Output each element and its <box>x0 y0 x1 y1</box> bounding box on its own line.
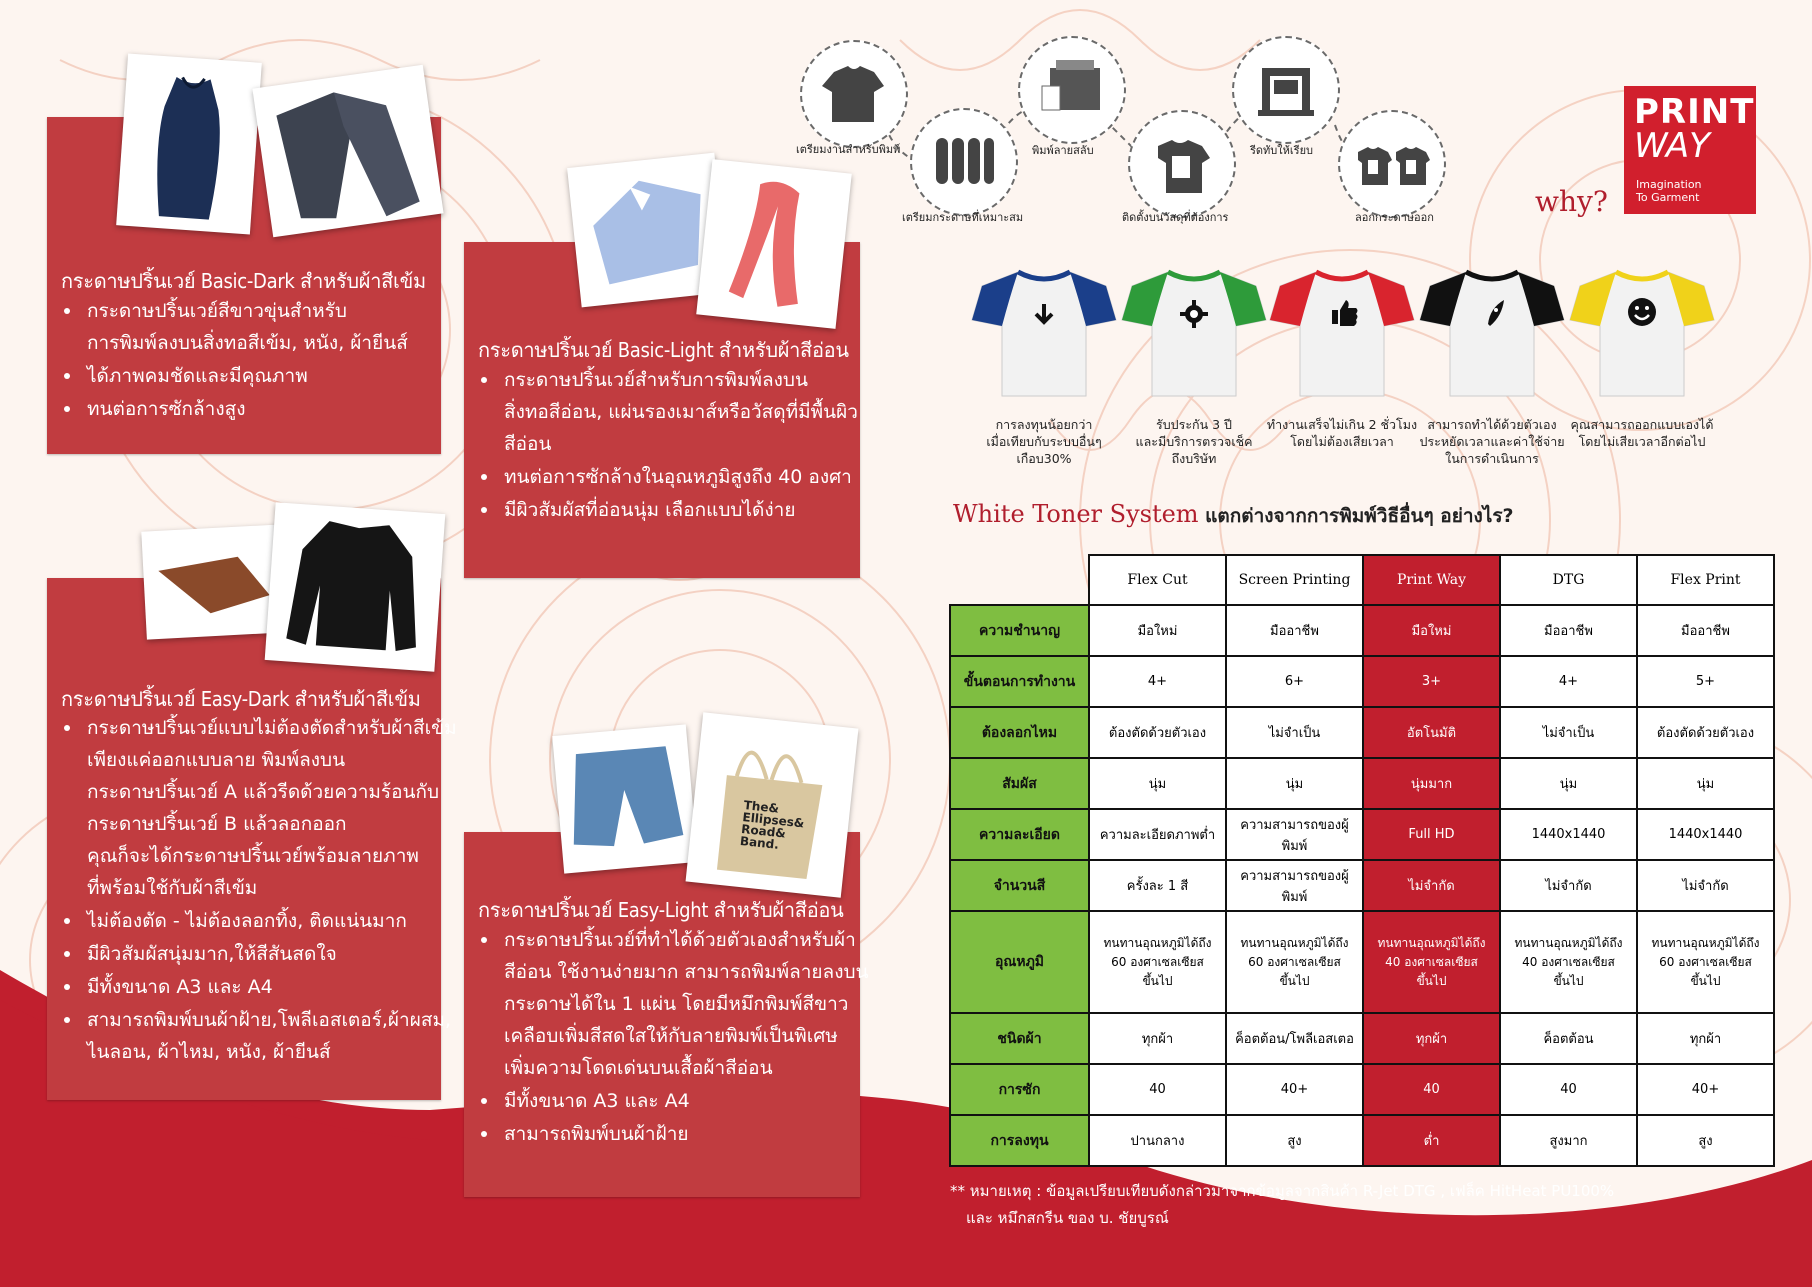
card-easy-light-list <box>474 923 876 1150</box>
table-cell: 1440x1440 <box>1637 809 1774 860</box>
card-basic-light-item: • ทนต่อการซักล้างในอุณหภูมิสูงถึง 40 องศา <box>500 460 870 493</box>
process-step-6-label: ลอกกระดาษออก <box>1355 211 1434 224</box>
table-header-row <box>950 555 1774 605</box>
photo-jeans <box>252 65 443 237</box>
benefit-caption-line: รับประกัน 3 ปี <box>1156 417 1232 432</box>
benefit-caption-line: โดยไม่เสียเวลาอีกต่อไป <box>1578 434 1706 449</box>
card-easy-light-item: • มีทั้งขนาด A3 และ A4 <box>500 1084 876 1117</box>
process-step-6 <box>1338 110 1446 218</box>
table-cell-highlight: ไม่จำกัด <box>1363 860 1500 911</box>
row-header: ความละเอียด <box>950 809 1089 860</box>
benefit-caption-line: การลงทุนน้อยกว่า <box>995 417 1093 432</box>
smiley-icon <box>1628 298 1656 326</box>
shirt-transfer-icon <box>1130 112 1234 216</box>
tshirt-icon <box>802 42 906 146</box>
table-cell: มืออาชีพ <box>1500 605 1637 656</box>
table-cell: นุ่ม <box>1089 758 1226 809</box>
table-row <box>950 1064 1774 1115</box>
process-step-4 <box>1128 110 1236 218</box>
raglan-tshirt-icon <box>1418 252 1566 402</box>
benefit-caption <box>1412 416 1572 467</box>
column-header: DTG <box>1500 555 1637 605</box>
black-shirt-icon <box>265 502 446 671</box>
table-cell: ปานกลาง <box>1089 1115 1226 1166</box>
table-cell: 1440x1440 <box>1500 809 1637 860</box>
logo-tagline-1: Imagination <box>1636 178 1702 191</box>
shorts-icon <box>552 724 698 873</box>
card-easy-dark-item: • สามารถพิมพ์บนผ้าฝ้าย,โพลีเอสเตอร์,ผ้าผสม, ไนลอน, ผ้าไหม, หนัง, ผ้ายีนส์ <box>83 1003 463 1068</box>
row-header: ขั้นตอนการทำงาน <box>950 656 1089 707</box>
table-cell: นุ่ม <box>1226 758 1363 809</box>
process-step-2 <box>910 108 1018 216</box>
footnote-line-1: ** หมายเหตุ : ข้อมูลเปรียบเทียบดังกล่าวมาจากข้อมูลจากสินค้า R-Jet DTG , เฟล็ค HitHeat PU100% <box>950 1182 1615 1200</box>
process-step-3-label: พิมพ์ลายสลับ <box>1032 144 1094 157</box>
card-easy-dark-list <box>57 711 463 1068</box>
table-cell: ทุกผ้า <box>1089 1013 1226 1064</box>
column-header: Screen Printing <box>1226 555 1363 605</box>
photo-blue-top <box>116 54 262 235</box>
printer-icon <box>1020 38 1124 142</box>
blouse-icon <box>116 54 262 235</box>
card-basic-dark-list <box>57 294 453 425</box>
benefit-caption-line: คุณสามารถออกแบบเองได้ <box>1570 417 1714 432</box>
table-corner <box>950 555 1089 605</box>
card-easy-dark-item: • มีทั้งขนาด A3 และ A4 <box>83 970 463 1003</box>
comparison-heading <box>953 500 1514 531</box>
process-step-3 <box>1018 36 1126 144</box>
logo-print: PRINT <box>1634 92 1755 132</box>
table-cell: นุ่ม <box>1500 758 1637 809</box>
table-cell: ต้องตัดด้วยตัวเอง <box>1089 707 1226 758</box>
table-cell: ทุกผ้า <box>1637 1013 1774 1064</box>
process-step-4-label: ติดตั้งบนวัสดุที่ต้องการ <box>1122 211 1229 224</box>
card-basic-dark-title: กระดาษปริ้นเวย์ Basic-Dark สำหรับผ้าสีเข้ม <box>61 269 426 293</box>
benefit-caption-line: โดยไม่ต้องเสียเวลา <box>1290 434 1394 449</box>
row-header: ความชำนาญ <box>950 605 1089 656</box>
process-step-5-label: รีดทับให้เรียบ <box>1250 144 1314 157</box>
table-row <box>950 911 1774 1013</box>
benefit-shirt <box>1568 252 1716 402</box>
table-cell-highlight: มือใหม่ <box>1363 605 1500 656</box>
table-cell: ความสามารถของผู้พิมพ์ <box>1226 809 1363 860</box>
table-cell: 6+ <box>1226 656 1363 707</box>
benefit-caption <box>1114 416 1274 467</box>
card-basic-dark-item: • ได้ภาพคมชัดและมีคุณภาพ <box>83 359 453 392</box>
table-cell: 40 <box>1500 1064 1637 1115</box>
card-easy-dark-title: กระดาษปริ้นเวย์ Easy-Dark สำหรับผ้าสีเข้ม <box>61 687 421 711</box>
card-basic-light-item: • กระดาษปริ้นเวย์สำหรับการพิมพ์ลงบน สิ่งทอสีอ่อน, แผ่นรองเมาส์หรือวัสดุที่มีพื้นผิว สีอ่อน <box>500 363 870 460</box>
logo-way: WAY <box>1634 126 1710 166</box>
printway-logo <box>1624 86 1756 214</box>
table-cell: ทนทานอุณหภูมิได้ถึง 60 องศาเซลเซียส ขึ้นไป <box>1637 911 1774 1013</box>
process-step-1 <box>800 40 908 148</box>
column-header: Flex Print <box>1637 555 1774 605</box>
benefit-caption-line: ถึงบริษัท <box>1171 451 1217 466</box>
card-basic-light-item: • มีผิวสัมผัสที่อ่อนนุ่ม เลือกแบบได้ง่าย <box>500 493 870 526</box>
table-cell: ทนทานอุณหภูมิได้ถึง 60 องศาเซลเซียส ขึ้นไป <box>1089 911 1226 1013</box>
jeans-icon <box>252 65 443 237</box>
benefit-caption <box>1562 416 1722 450</box>
table-row <box>950 707 1774 758</box>
table-cell-highlight: ต่ำ <box>1363 1115 1500 1166</box>
table-cell: นุ่ม <box>1637 758 1774 809</box>
benefit-shirt <box>1120 252 1268 402</box>
footnote-line-2: และ หมึกสกรีน ของ บ. ชัยบูรณ์ <box>966 1209 1169 1227</box>
row-header: จำนวนสี <box>950 860 1089 911</box>
table-cell-highlight: 3+ <box>1363 656 1500 707</box>
table-cell: มือใหม่ <box>1089 605 1226 656</box>
table-cell: ความละเอียดภาพต่ำ <box>1089 809 1226 860</box>
table-cell: 4+ <box>1500 656 1637 707</box>
row-header: การลงทุน <box>950 1115 1089 1166</box>
table-cell-highlight: อัตโนมัติ <box>1363 707 1500 758</box>
benefit-shirt <box>1268 252 1416 402</box>
table-cell: 40 <box>1089 1064 1226 1115</box>
benefit-caption-line: สามารถทำได้ด้วยตัวเอง <box>1427 417 1557 432</box>
table-cell: ทนทานอุณหภูมิได้ถึง 60 องศาเซลเซียส ขึ้นไป <box>1226 911 1363 1013</box>
table-cell: 4+ <box>1089 656 1226 707</box>
card-easy-dark-item: • ไม่ต้องตัด - ไม่ต้องลอกทิ้ง, ติดแน่นมาก <box>83 904 463 937</box>
table-cell: ไม่จำกัด <box>1500 860 1637 911</box>
column-header: Flex Cut <box>1089 555 1226 605</box>
card-basic-light-list <box>474 363 870 526</box>
benefit-caption-line: ประหยัดเวลาและค่าใช้จ่าย <box>1419 434 1565 449</box>
table-row <box>950 809 1774 860</box>
table-body <box>950 605 1774 1166</box>
table-row <box>950 656 1774 707</box>
table-cell: สูง <box>1226 1115 1363 1166</box>
card-basic-dark-item: • กระดาษปริ้นเวย์สีขาวขุ่นสำหรับ การพิมพ์ลงบนสิ่งทอสีเข้ม, หนัง, ผ้ายีนส์ <box>83 294 453 359</box>
benefit-caption-line: เกือบ30% <box>1016 451 1072 466</box>
table-row <box>950 605 1774 656</box>
table-cell: ต้องตัดด้วยตัวเอง <box>1637 707 1774 758</box>
table-cell-highlight: 40 <box>1363 1064 1500 1115</box>
row-header: การซัก <box>950 1064 1089 1115</box>
table-cell: ค็อตต้อน/โพลีเอสเตอ <box>1226 1013 1363 1064</box>
card-easy-dark-item: • มีผิวสัมผัสนุ่มมาก,ให้สีสันสดใจ <box>83 937 463 970</box>
process-step-1-label: เตรียมงานสำหรับพิมพ์ <box>796 143 901 156</box>
paper-rolls-icon <box>912 110 1016 214</box>
row-header: สัมผัส <box>950 758 1089 809</box>
photo-black-shirt <box>265 502 446 671</box>
table-cell: ทนทานอุณหภูมิได้ถึง 40 องศาเซลเซียส ขึ้นไป <box>1500 911 1637 1013</box>
card-basic-dark-item: • ทนต่อการซักล้างสูง <box>83 392 453 425</box>
card-easy-light-item: • สามารถพิมพ์บนผ้าฝ้าย <box>500 1117 876 1150</box>
card-easy-light-title: กระดาษปริ้นเวย์ Easy-Light สำหรับผ้าสีอ่อน <box>478 898 844 922</box>
card-easy-dark-item: • กระดาษปริ้นเวย์แบบไม่ต้องตัดสำหรับผ้าสีเข้ม เพียงแค่ออกแบบลาย พิมพ์ลงบน กระดาษปริ้นเวย์ A แล้วรีดด้วยความร้อนกับ กระดาษปริ้นเวย์ B แล้วลอกออก คุณก็จะได้กระดาษปริ้นเวย์พร้อมลายภาพ ที่พร้อมใช้กับผ้าสีเข้ม <box>83 711 463 904</box>
table-cell-highlight: ทนทานอุณหภูมิได้ถึง 40 องศาเซลเซียส ขึ้นไป <box>1363 911 1500 1013</box>
table-cell: 5+ <box>1637 656 1774 707</box>
why-label: why? <box>1535 185 1608 218</box>
benefit-caption <box>964 416 1124 467</box>
table-cell: มืออาชีพ <box>1226 605 1363 656</box>
process-step-2-label: เตรียมกระดาษที่เหมาะสม <box>902 211 1024 224</box>
logo-tagline-2: To Garment <box>1636 191 1700 204</box>
benefit-caption-line: ในการดำเนินการ <box>1445 451 1539 466</box>
photo-tote-bag <box>686 712 859 897</box>
row-header: อุณหภูมิ <box>950 911 1089 1013</box>
leather-sheet-icon <box>141 524 286 639</box>
card-basic-light-title: กระดาษปริ้นเวย์ Basic-Light สำหรับผ้าสีอ่อน <box>478 338 849 362</box>
peel-off-icon <box>1340 112 1444 216</box>
table-cell: ครั้งละ 1 สี <box>1089 860 1226 911</box>
benefit-caption-line: ทำงานเสร็จไม่เกิน 2 ชั่วโมง <box>1266 417 1418 432</box>
table-cell-highlight: ทุกผ้า <box>1363 1013 1500 1064</box>
table-row <box>950 1013 1774 1064</box>
table-cell: ไม่จำเป็น <box>1226 707 1363 758</box>
table-cell: ไม่จำกัด <box>1637 860 1774 911</box>
raglan-tshirt-icon <box>970 252 1118 402</box>
benefit-caption <box>1262 416 1422 450</box>
table-cell: สูง <box>1637 1115 1774 1166</box>
footnote <box>950 1178 1614 1232</box>
raglan-tshirt-icon <box>1568 252 1716 402</box>
table-cell: สูงมาก <box>1500 1115 1637 1166</box>
raglan-tshirt-icon <box>1268 252 1416 402</box>
benefit-shirt <box>970 252 1118 402</box>
table-cell-highlight: Full HD <box>1363 809 1500 860</box>
photo-leather <box>141 524 286 639</box>
card-easy-light-item: • กระดาษปริ้นเวย์ที่ทำได้ด้วยตัวเองสำหรับผ้า สีอ่อน ใช้งานง่ายมาก สามารถพิมพ์ลายลงบน กระดาษได้ใน 1 แผ่น โดยมีหมึกพิมพ์สีขาว เคลือบเพิ่มสีสดใสให้กับลายพิมพ์เป็นพิเศษ เพิ่มความโดดเด่นบนเสื้อผ้าสีอ่อน <box>500 923 876 1084</box>
table-cell-highlight: นุ่มมาก <box>1363 758 1500 809</box>
column-header-highlight: Print Way <box>1363 555 1500 605</box>
heading-th: แตกต่างจากการพิมพ์วิธีอื่นๆ อย่างไร? <box>1198 505 1514 527</box>
photo-shorts <box>552 724 698 873</box>
comparison-table <box>949 554 1775 1167</box>
row-header: ต้องลอกไหม <box>950 707 1089 758</box>
table-cell: 40+ <box>1637 1064 1774 1115</box>
benefit-caption-line: เมื่อเทียบกับระบบอื่นๆ <box>986 434 1102 449</box>
benefit-caption-line: และมีบริการตรวจเช็ค <box>1135 434 1253 449</box>
table-cell: 40+ <box>1226 1064 1363 1115</box>
process-step-5 <box>1232 36 1340 144</box>
row-header: ชนิดผ้า <box>950 1013 1089 1064</box>
table-cell: มืออาชีพ <box>1637 605 1774 656</box>
table-cell: ความสามารถของผู้พิมพ์ <box>1226 860 1363 911</box>
table-cell: ไม่จำเป็น <box>1500 707 1637 758</box>
table-row <box>950 1115 1774 1166</box>
heat-press-icon <box>1234 38 1338 142</box>
heading-en: White Toner System <box>953 500 1199 528</box>
table-row <box>950 860 1774 911</box>
benefit-shirt <box>1418 252 1566 402</box>
tote-bag-print: The& Ellipses& Road& Band. <box>739 798 805 852</box>
raglan-tshirt-icon <box>1120 252 1268 402</box>
table-row <box>950 758 1774 809</box>
table-cell: ค็อตต้อน <box>1500 1013 1637 1064</box>
